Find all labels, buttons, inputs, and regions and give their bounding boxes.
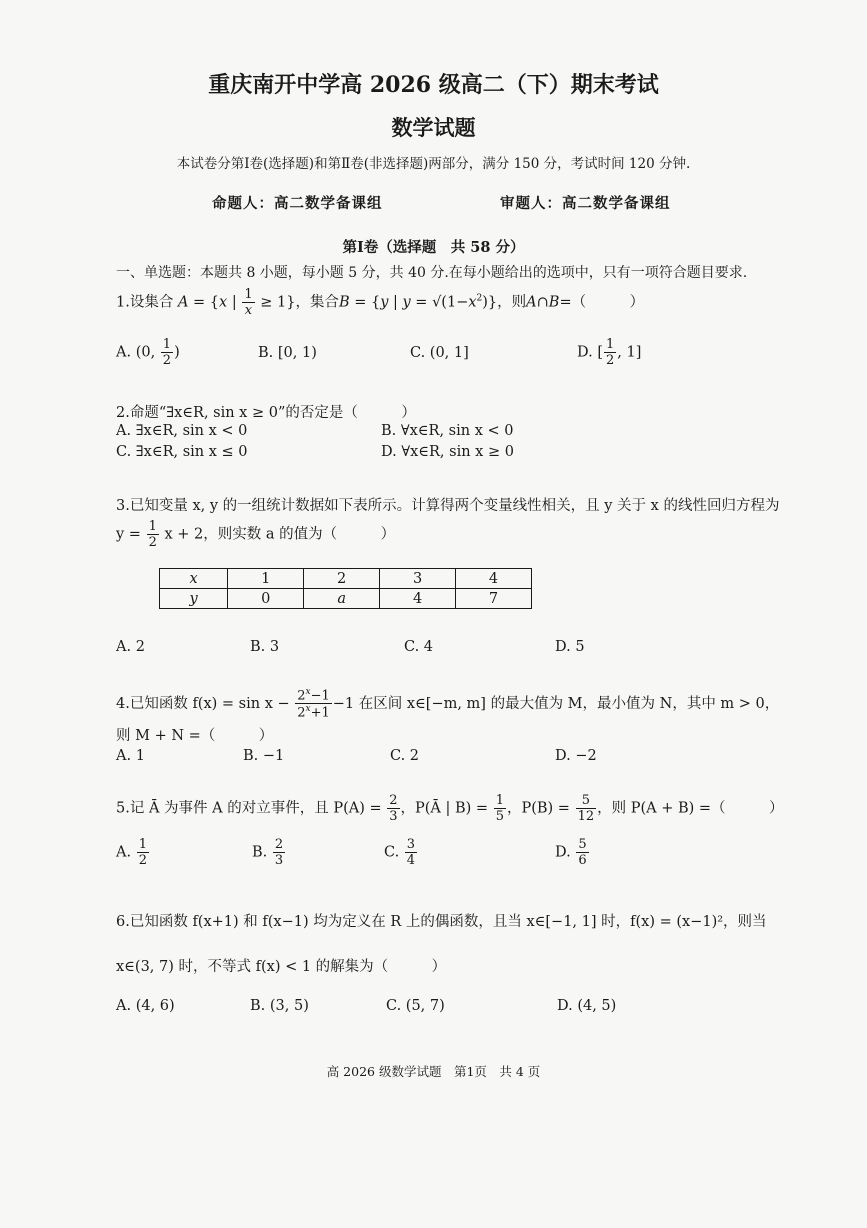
question-4-line-2: 则 M + N =（ ） — [116, 728, 274, 744]
q5-stem-a: 5.记 Ā 为事件 A 的对立事件，且 P(A) = — [116, 800, 382, 817]
question-1: 1.设集合 A = {x | $\frac{1}{x}$ ≥ 1}，集合B = {y | $y = √(1-x^2)$}，则A∩B=（ ） — [116, 287, 645, 318]
q6-option-a[interactable]: A. (4, 6) — [116, 998, 175, 1014]
q4-option-a[interactable]: A. 1 — [116, 748, 145, 764]
q1-option-a[interactable]: A. (0, $\frac{1}{2}$ ) — [116, 337, 180, 368]
q5-option-c[interactable]: C. $\frac{3}{4}$ — [384, 837, 416, 868]
table-cell: 7 — [456, 589, 532, 609]
question-3-line-1: 3.已知变量 x, y 的一组统计数据如下表所示。计算得两个变量线性相关，且 y 关于 x 的线性回归方程为 — [116, 498, 780, 514]
q3-stem-a: y = — [116, 526, 141, 543]
section-title: 第Ⅰ卷（选择题 共 58 分） — [342, 239, 525, 256]
question-6-line-1: 6.已知函数 f(x+1) 和 f(x−1) 均为定义在 R 上的偶函数，且当 x∈[−1, 1] 时，f(x) = (x−1)²，则当 — [116, 914, 767, 930]
q5-option-d[interactable]: D. $\frac{5}{6}$ — [555, 837, 587, 868]
q3-option-b[interactable]: B. 3 — [250, 639, 280, 655]
table-cell: 0 — [228, 589, 304, 609]
option-label: D. — [555, 844, 571, 861]
table-cell: 4 — [380, 589, 456, 609]
exam-title: 重庆南开中学高 2026 级高二（下）期末考试 — [208, 72, 659, 98]
q5-stem-b: ，P(Ā | B) = — [400, 800, 489, 817]
table-cell: 4 — [456, 569, 532, 589]
table-cell: 1 — [228, 569, 304, 589]
q4-option-c[interactable]: C. 2 — [390, 748, 420, 764]
table-header-y: y — [160, 589, 228, 609]
q5-option-a[interactable]: A. $\frac{1}{2}$ — [116, 837, 147, 868]
table-cell: 3 — [380, 569, 456, 589]
q3-stem-b: x + 2，则实数 a 的值为（ ） — [164, 526, 396, 543]
reviewer: 审题人：高二数学备课组 — [500, 195, 671, 212]
question-3-line-2: y = $\frac{1}{2}$ x + 2，则实数 a 的值为（ ） — [116, 519, 396, 550]
option-label: D. [ — [577, 344, 603, 361]
q5-stem-c: ，P(B) = — [506, 800, 570, 817]
q6-option-d[interactable]: D. (4, 5) — [557, 998, 617, 1014]
question-2: 2.命题“∃x∈R, sin x ≥ 0”的否定是（ ） — [116, 405, 416, 421]
table-row — [160, 569, 532, 589]
q2-option-d[interactable]: D. ∀x∈R, sin x ≥ 0 — [381, 444, 514, 460]
q3-option-a[interactable]: A. 2 — [116, 639, 145, 655]
question-4-line-1: 4.已知函数 f(x) = sin x − $\frac{2^x-1}{2^x+1}$ −1 在区间 x∈[−m, m] 的最大值为 M，最小值为 N，其中 m > 0， — [116, 687, 780, 721]
fraction: $\frac{1}{x}$ — [244, 287, 253, 318]
q3-option-c[interactable]: C. 4 — [404, 639, 434, 655]
q4-stem-b: −1 在区间 x∈[−m, m] 的最大值为 M，最小值为 N，其中 m > 0， — [332, 695, 780, 712]
question-5: 5.记 Ā 为事件 A 的对立事件，且 P(A) = $\frac{2}{3}$ ，P(Ā | B) = $\frac{1}{5}$ ，P(B) = $\frac{5}{12}$ ，则 P(A + B) =（ ） — [116, 793, 784, 824]
setter: 命题人：高二数学备课组 — [212, 195, 383, 212]
q1-option-d[interactable]: D. [ $\frac{1}{2}$ , 1] — [577, 337, 642, 368]
option-label: A. (0, — [116, 344, 156, 361]
q1-mid: ，集合 — [295, 294, 339, 311]
data-table — [159, 568, 532, 609]
q6-option-b[interactable]: B. (3, 5) — [250, 998, 309, 1014]
table-cell: a — [304, 589, 380, 609]
exam-intro: 本试卷分第Ⅰ卷(选择题)和第Ⅱ卷(非选择题)两部分，满分 150 分，考试时间 120 分钟. — [176, 156, 691, 172]
part1-instructions: 一、单选题：本题共 8 小题，每小题 5 分，共 40 分.在每小题给出的选项中，只有一项符合题目要求. — [116, 265, 748, 281]
table-row — [160, 589, 532, 609]
table-cell: 2 — [304, 569, 380, 589]
q1-option-b[interactable]: B. [0, 1) — [258, 345, 317, 361]
q4-option-d[interactable]: D. −2 — [555, 748, 597, 764]
option-label: A. — [116, 844, 132, 861]
q1-tail: =（ ） — [559, 294, 645, 311]
q1-pre: 1.设集合 — [116, 294, 174, 311]
q4-stem-a: 4.已知函数 f(x) = sin x − — [116, 695, 290, 712]
q2-option-b[interactable]: B. ∀x∈R, sin x < 0 — [381, 423, 514, 439]
q5-stem-d: ，则 P(A + B) =（ ） — [597, 800, 784, 817]
q5-option-b[interactable]: B. $\frac{2}{3}$ — [252, 837, 284, 868]
question-6-line-2: x∈(3, 7) 时，不等式 f(x) < 1 的解集为（ ） — [116, 959, 447, 975]
q2-option-a[interactable]: A. ∃x∈R, sin x < 0 — [116, 423, 248, 439]
q1-post: ，则 — [497, 294, 527, 311]
q6-option-c[interactable]: C. (5, 7) — [386, 998, 445, 1014]
page-footer: 高 2026 级数学试题 第1页 共 4 页 — [326, 1064, 541, 1079]
q2-option-c[interactable]: C. ∃x∈R, sin x ≤ 0 — [116, 444, 248, 460]
q3-option-d[interactable]: D. 5 — [555, 639, 585, 655]
q4-option-b[interactable]: B. −1 — [243, 748, 285, 764]
q1-option-c[interactable]: C. (0, 1] — [410, 345, 469, 361]
option-label: B. — [252, 844, 268, 861]
table-header-x: x — [160, 569, 228, 589]
exam-subtitle: 数学试题 — [391, 115, 476, 140]
option-label: C. — [384, 844, 400, 861]
